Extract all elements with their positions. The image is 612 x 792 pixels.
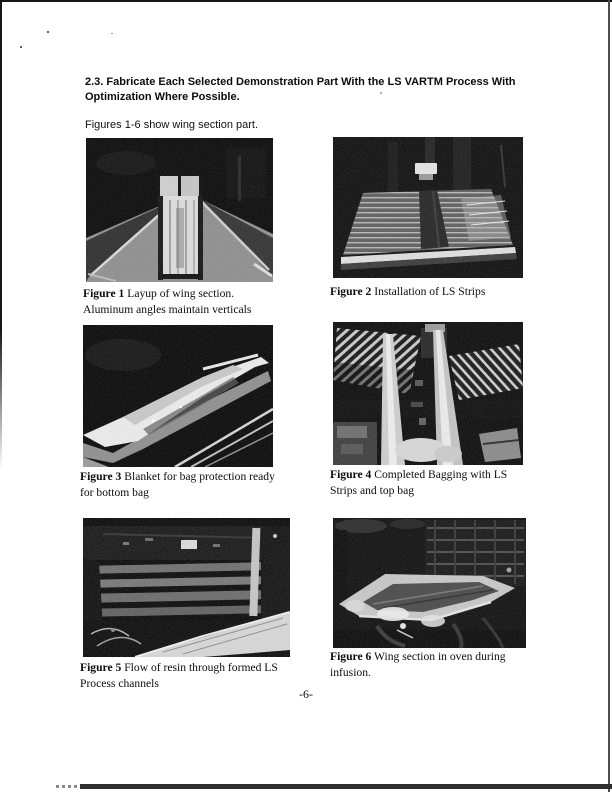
section-heading — [85, 75, 516, 105]
figure-6-caption: Figure 6 Wing section in oven during infusion. — [330, 650, 506, 679]
scan-speck — [47, 31, 49, 33]
scan-edge-bottom-dashes — [56, 785, 78, 788]
figure-1-caption: Figure 1 Layup of wing section. Aluminum angles maintain verticals — [83, 287, 252, 316]
scan-edge-right — [608, 0, 610, 792]
intro-text: Figures 1-6 show wing section part. — [85, 119, 259, 131]
figure-6-label: Figure 6 — [330, 650, 372, 663]
scan-speck — [20, 46, 22, 48]
figure-6-image — [333, 518, 526, 648]
page-number: -6- — [299, 687, 313, 701]
figure-4-label: Figure 4 — [330, 468, 372, 481]
figure-2-label: Figure 2 — [330, 285, 372, 298]
section-heading-line1: 2.3. Fabricate Each Selected Demonstration Part With the LS VARTM Process With — [85, 76, 516, 88]
figure-2-caption: Figure 2 Installation of LS Strips — [330, 285, 486, 298]
figure-5-label: Figure 5 — [80, 661, 122, 674]
scan-edge-left — [0, 0, 2, 470]
figure-1-label: Figure 1 — [83, 287, 125, 300]
section-heading-line2: Optimization Where Possible. — [85, 91, 240, 103]
scan-edge-bottom — [80, 784, 612, 789]
figure-1-image — [86, 138, 273, 282]
scan-edge-top — [0, 0, 612, 2]
figure-5-image — [83, 518, 290, 657]
figure-3-caption: Figure 3 Blanket for bag protection ready for bottom bag — [80, 470, 275, 499]
scan-speck — [111, 33, 113, 34]
figure-3-label: Figure 3 — [80, 470, 122, 483]
figure-4-caption: Figure 4 Completed Bagging with LS Strips and top bag — [330, 468, 508, 497]
figure-5-caption: Figure 5 Flow of resin through formed LS Process channels — [80, 661, 278, 690]
figure-3-image — [83, 325, 273, 467]
figure-4-image — [333, 322, 523, 465]
figure-2-image — [333, 137, 523, 278]
